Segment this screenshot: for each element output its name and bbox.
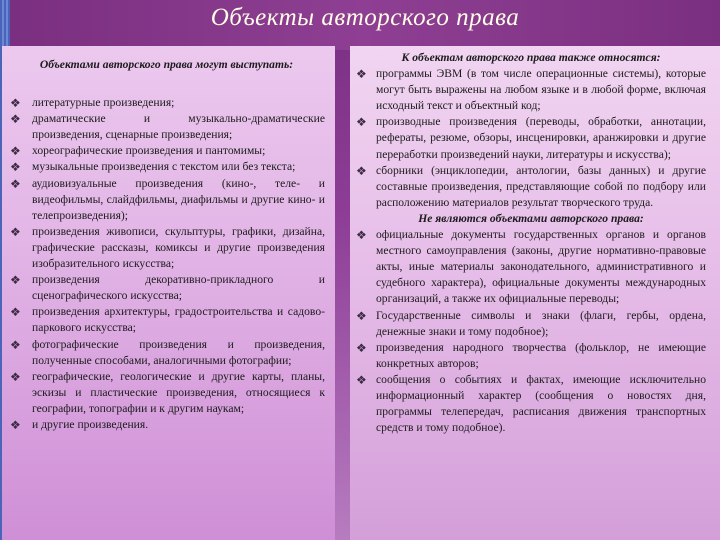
right-panel-heading: К объектам авторского права также относятся: [401, 51, 661, 64]
list-item-text: сообщения о событиях и фактах, имеющие исключительно информационный характер (сообщения о новостях дня, программы телепередач, расписания движения транспортных средств и тому подобное). [376, 372, 706, 435]
list-item [8, 417, 325, 433]
list-item [8, 337, 325, 369]
list-item [356, 340, 706, 372]
list-item [8, 159, 325, 175]
list-item-text: официальные документы государственных органов и органов местного самоуправления (законы, другие нормативно-правовые акты, иные материалы законодательного, административного и судебного характера), официальные документы международных организаций, а также их официальные переводы; [376, 228, 706, 306]
left-list [8, 95, 325, 433]
left-panel-heading: Объектами авторского права могут выступать: [39, 58, 294, 71]
list-item [8, 176, 325, 224]
diamond-bullet-icon: ❖ [10, 96, 21, 111]
list-item-text: произведения живописи, скульптуры, графики, дизайна, графические рассказы, комиксы и другие произведения изобразительного искусства; [32, 224, 325, 271]
list-item-text: фотографические произведения и произведения, полученные способами, аналогичными фотографии; [32, 337, 325, 367]
list-item-text: аудиовизуальные произведения (кино-, теле- и видеофильмы, слайдфильмы, диафильмы и другие кино- и телепроизведения); [32, 176, 325, 222]
diamond-bullet-icon: ❖ [356, 340, 367, 355]
diamond-bullet-icon: ❖ [10, 305, 21, 320]
diamond-bullet-icon: ❖ [356, 372, 367, 387]
list-item-text: литературные произведения; [32, 96, 175, 110]
list-item [8, 304, 325, 336]
diamond-bullet-icon: ❖ [10, 337, 21, 352]
list-item-text: произведения архитектуры, градостроительства и садово-паркового искусства; [32, 305, 325, 335]
list-item [8, 95, 325, 111]
diamond-bullet-icon: ❖ [10, 369, 21, 384]
list-item-text: произведения декоративно-прикладного и сценографического искусства; [32, 273, 325, 303]
list-item [356, 308, 706, 340]
list-item-text: драматические и музыкально-драматические произведения, сценарные произведения; [32, 112, 325, 142]
diamond-bullet-icon: ❖ [10, 224, 21, 239]
list-item [8, 369, 325, 417]
list-item-text: производные произведения (переводы, обработки, аннотации, рефераты, резюме, обзоры, инсценировки, аранжировки и другие переработки произведений науки, литературы и искусства); [376, 115, 706, 161]
list-item [356, 66, 706, 114]
right-list [356, 66, 706, 211]
list-item [8, 143, 325, 159]
diamond-bullet-icon: ❖ [356, 115, 367, 130]
diamond-bullet-icon: ❖ [356, 228, 367, 243]
list-item-text: программы ЭВМ (в том числе операционные системы), которые могут быть выражены на любом языке и в любой форме, включая исходный текст и объектный код; [376, 67, 706, 113]
diamond-bullet-icon: ❖ [10, 112, 21, 127]
list-item-text: Государственные символы и знаки (флаги, гербы, ордена, денежные знаки и тому подобное); [376, 308, 706, 338]
list-item [356, 227, 706, 307]
list-item [356, 372, 706, 436]
list-item [8, 111, 325, 143]
diamond-bullet-icon: ❖ [10, 417, 21, 432]
diamond-bullet-icon: ❖ [356, 67, 367, 82]
list-item [8, 224, 325, 272]
diamond-bullet-icon: ❖ [10, 160, 21, 175]
list-item-text: хореографические произведения и пантомимы; [32, 144, 266, 158]
diamond-bullet-icon: ❖ [10, 144, 21, 159]
list-item [356, 114, 706, 162]
right-panel [350, 46, 720, 540]
list-item [8, 272, 325, 304]
page-title: Объекты авторского права [210, 4, 520, 31]
list-item-text: музыкальные произведения с текстом или без текста; [32, 160, 296, 174]
diamond-bullet-icon: ❖ [356, 308, 367, 323]
list-item-text: сборники (энциклопедии, антологии, базы данных) и другие составные произведения, представляющие собой по подбору или расположению материалов результат творческого труда. [376, 163, 706, 209]
diamond-bullet-icon: ❖ [10, 176, 21, 191]
list-item-text: и другие произведения. [32, 417, 149, 431]
list-item-text: географические, геологические и другие карты, планы, эскизы и пластические произведения, относящиеся к географии, топографии и к другим наукам; [32, 369, 325, 415]
right-panel-subheading: Не являются объектами авторского права: [418, 211, 644, 225]
list-item-text: произведения народного творчества (фольклор, не имеющие конкретных авторов; [376, 340, 706, 370]
title-band [10, 0, 720, 50]
left-panel [2, 46, 335, 540]
right-list-2 [356, 227, 706, 436]
diamond-bullet-icon: ❖ [10, 273, 21, 288]
diamond-bullet-icon: ❖ [356, 163, 367, 178]
list-item [356, 163, 706, 211]
